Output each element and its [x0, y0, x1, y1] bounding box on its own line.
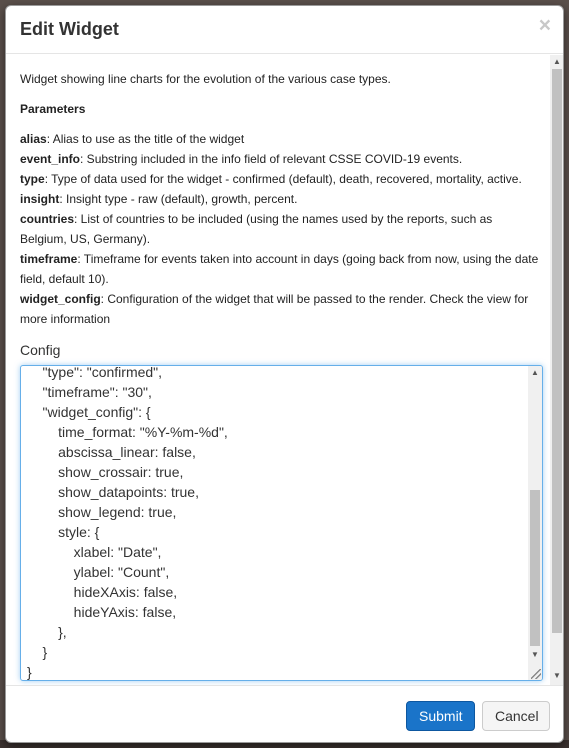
param-item — [20, 129, 540, 149]
config-textarea[interactable] — [20, 365, 543, 681]
arrow-up-icon[interactable]: ▲ — [531, 368, 539, 377]
modal-body-scrollbar[interactable] — [550, 55, 564, 685]
submit-button[interactable]: Submit — [406, 701, 475, 731]
parameters-heading: Parameters — [20, 102, 86, 116]
param-desc: : Configuration of the widget that will be passed to the render. Check the view for more information — [20, 292, 529, 326]
param-desc: : Insight type - raw (default), growth, percent. — [59, 192, 298, 206]
modal-body-scroll-thumb[interactable] — [552, 69, 562, 633]
param-name: type — [20, 172, 45, 186]
param-item — [20, 249, 540, 289]
param-name: widget_config — [20, 292, 101, 306]
arrow-down-icon[interactable]: ▼ — [553, 671, 561, 680]
modal-title: Edit Widget — [20, 19, 119, 39]
param-desc: : Substring included in the info field of relevant CSSE COVID-19 events. — [80, 152, 463, 166]
param-name: countries — [20, 212, 75, 226]
arrow-up-icon[interactable]: ▲ — [553, 57, 561, 66]
param-item — [20, 209, 540, 249]
textarea-scroll-thumb[interactable] — [530, 490, 540, 646]
resize-grip-icon[interactable] — [531, 669, 541, 679]
parameter-list — [20, 129, 540, 329]
edit-widget-modal — [5, 5, 564, 743]
param-name: timeframe — [20, 252, 78, 266]
textarea-scrollbar[interactable] — [528, 366, 542, 680]
modal-body — [6, 55, 564, 685]
param-name: alias — [20, 132, 47, 146]
param-item — [20, 289, 540, 329]
modal-header — [6, 6, 563, 54]
param-item — [20, 149, 540, 169]
cancel-button[interactable]: Cancel — [482, 701, 550, 731]
close-icon[interactable]: × — [538, 14, 551, 37]
config-text[interactable]: "type": "confirmed", "timeframe": "30", "widget_config": { time_format: "%Y-%m-%d", abscissa_linear: false, show_crossair: true, show_datapoints: true, show_legend: true, style: { xlabel: "Date", ylabel: "Count", hideXAxis: false, hideYAxis: false, }, } } — [27, 365, 228, 680]
param-name: insight — [20, 192, 60, 206]
param-desc: : List of countries to be included (using the names used by the reports, such as Belgium, US, Germany). — [20, 212, 493, 246]
config-label: Config — [20, 342, 61, 358]
param-name: event_info — [20, 152, 81, 166]
param-item — [20, 189, 540, 209]
param-desc: : Alias to use as the title of the widget — [46, 132, 245, 146]
arrow-down-icon[interactable]: ▼ — [531, 650, 539, 659]
param-item — [20, 169, 540, 189]
param-desc: : Timeframe for events taken into account in days (going back from now, using the date field, default 10). — [20, 252, 539, 286]
modal-footer — [6, 685, 563, 743]
param-desc: : Type of data used for the widget - confirmed (default), death, recovered, mortality, active. — [44, 172, 522, 186]
widget-description: Widget showing line charts for the evolution of the various case types. — [20, 72, 391, 86]
